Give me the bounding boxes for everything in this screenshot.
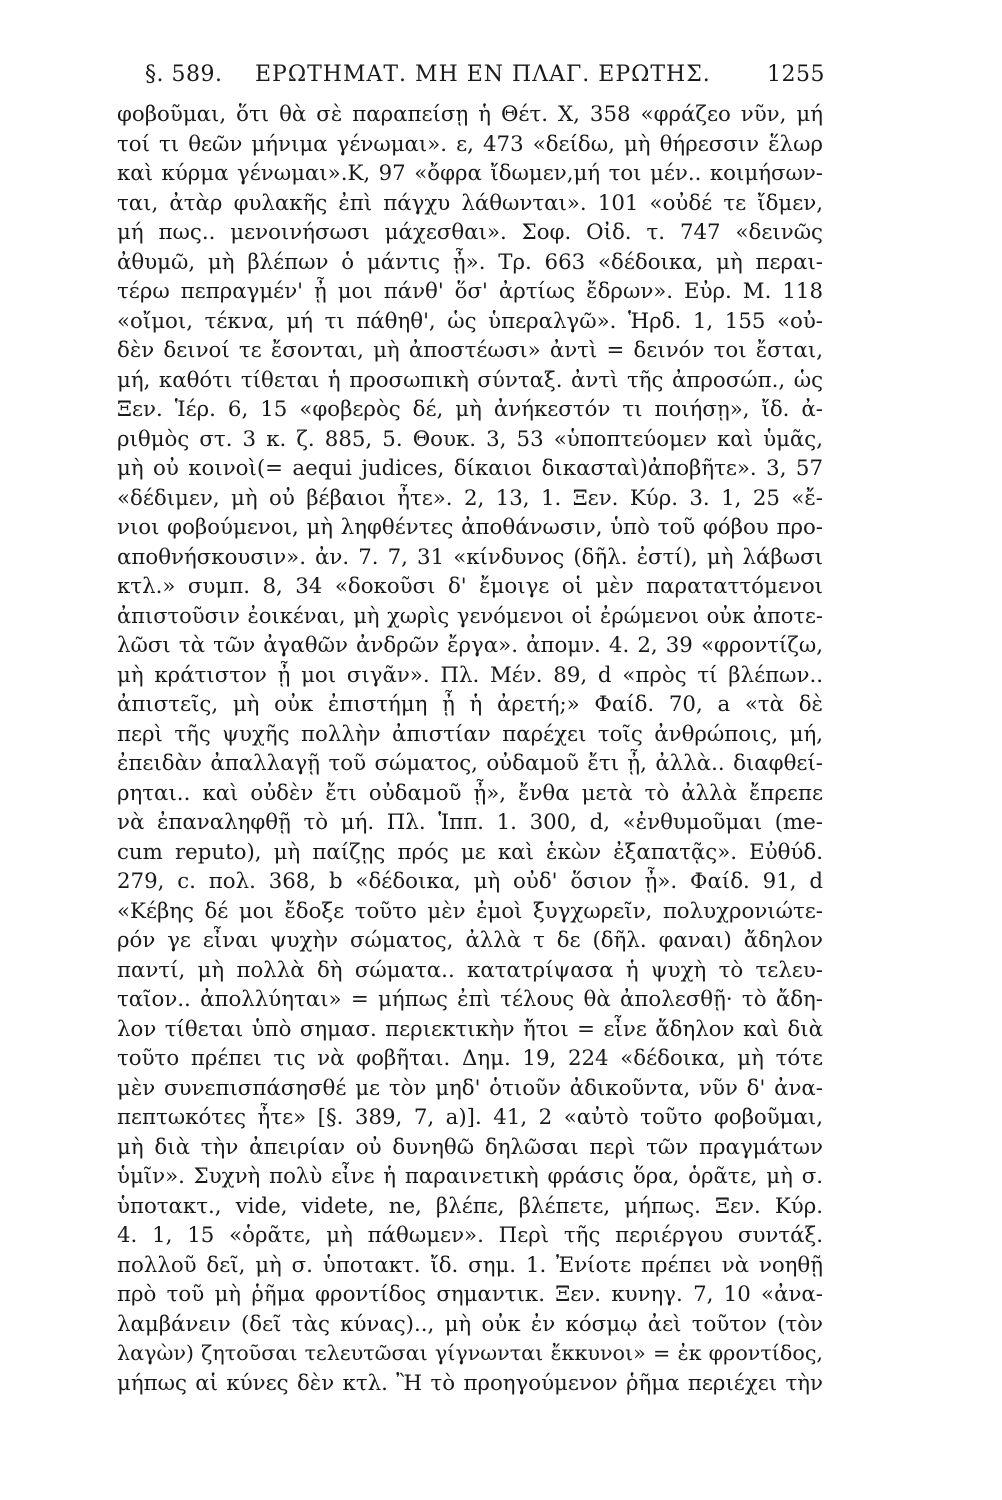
text-line: τοῦτο πρέπει τις νὰ φοβῆται. Δημ. 19, 224 «δέδοικα, μὴ τότε: [117, 1046, 823, 1071]
text-line: Ξεν. Ἱέρ. 6, 15 «φοβερὸς δέ, μὴ ἀνήκεστόν τι ποιήσῃ», ἴδ. ἀ-: [117, 397, 823, 422]
text-line: λον τίθεται ὑπὸ σημασ. περιεκτικὴν ἤτοι = εἶνε ἄδηλον καὶ διὰ: [117, 1016, 823, 1042]
text-line: ρόν γε εἶναι ψυχὴν σώματος, ἀλλὰ τ δε (δῆλ. φαναι) ἄδηλον: [117, 928, 823, 953]
text-line: αποθνήσκουσιν». ἀν. 7. 7, 31 «κίνδυνος (δῆλ. ἐστί), μὴ λάβωσι: [117, 544, 823, 570]
text-line: μὲν συνεπισπάσησθέ με τὸν μηδ' ὁτιοῦν ἀδικοῦντα, νῦν δ' ἀνα-: [117, 1075, 823, 1101]
text-line: ρηται.. καὶ οὐδὲν ἔτι οὐδαμοῦ ᾖ», ἔνθα μετὰ τὸ ἀλλὰ ἔπρεπε: [117, 780, 823, 806]
text-line: ριθμὸς στ. 3 κ. ζ. 885, 5. Θουκ. 3, 53 «ὑποπτεύομεν καὶ ὑμᾶς,: [117, 426, 823, 452]
text-line: νὰ ἐπαναληφθῇ τὸ μή. Πλ. Ἱππ. 1. 300, d, «ἐνθυμοῦμαι (me-: [117, 810, 823, 835]
text-line: τοί τι θεῶν μήνιμα γένωμαι». ε, 473 «δείδω, μὴ θήρεσσιν ἕλωρ: [117, 131, 823, 157]
text-line: «οἴμοι, τέκνα, μή τι πάθηθ', ὡς ὑπεραλγῶ». Ἡρδ. 1, 155 «οὐ-: [117, 308, 823, 334]
text-line: μήπως αἱ κύνες δὲν κτλ. Ἢ τὸ προηγούμενον ῥῆμα περιέχει τὴν: [117, 1370, 823, 1396]
text-line: φοβοῦμαι, ὅτι θὰ σὲ παραπείσῃ ἡ Θέτ. X, 358 «φράζεο νῦν, μή: [117, 102, 823, 127]
text-line: λαμβάνειν (δεῖ τὰς κύνας).., μὴ οὐκ ἐν κόσμῳ ἀεὶ τοῦτον (τὸν: [117, 1311, 823, 1337]
text-line: καὶ κύρμα γένωμαι».Κ, 97 «ὄφρα ἴδωμεν,μή τοι μέν.. κοιμήσων-: [117, 161, 823, 186]
text-line: «Κέβης δέ μοι ἔδοξε τοῦτο μὲν ἐμοὶ ξυγχωρεῖν, πολυχρονιώτε-: [117, 898, 823, 924]
text-line: μὴ διὰ τὴν ἀπειρίαν οὐ δυνηθῶ δηλῶσαι περὶ τῶν πραγμάτων: [117, 1134, 823, 1160]
running-title: ΕΡΩΤΗΜΑΤ. ΜΗ ΕΝ ΠΛΑΓ. ΕΡΩΤΗΣ.: [255, 62, 711, 87]
text-line: [117, 1398, 823, 1428]
text-line: cum reputo), μὴ παίζῃς πρός με καὶ ἑκὼν ἐξαπατᾷς». Εὐθύδ.: [117, 839, 823, 865]
text-line: μή, καθότι τίθεται ἡ προσωπικὴ σύνταξ. ἀντὶ τῆς ἀπροσώπ., ὡς: [117, 367, 823, 393]
page-number: 1255: [767, 62, 825, 87]
text-line: μὴ οὐ κοινοὶ(= aequi judices, δίκαιοι δικασταὶ)ἀποβῆτε». 3, 57: [117, 456, 823, 481]
text-line: ἀπιστοῦσιν ἐοικέναι, μὴ χωρὶς γενόμενοι οἱ ἐρώμενοι οὐκ ἀποτε-: [117, 603, 823, 628]
page-header: [145, 62, 825, 98]
text-line: νιοι φοβούμενοι, μὴ ληφθέντες ἀποθάνωσιν, ὑπὸ τοῦ φόβου προ-: [117, 515, 823, 540]
text-line: πεπτωκότες ἦτε» [§. 389, 7, a)]. 41, 2 «αὐτὸ τοῦτο φοβοῦμαι,: [117, 1105, 823, 1130]
text-line: κτλ.» συμπ. 8, 34 «δοκοῦσι δ' ἔμοιγε οἱ μὲν παραταττόμενοι: [117, 574, 823, 599]
text-line: παντί, μὴ πολλὰ δὴ σώματα.. κατατρίψασα ἡ ψυχὴ τὸ τελευ-: [117, 957, 823, 983]
text-line: λῶσι τὰ τῶν ἀγαθῶν ἀνδρῶν ἔργα». ἀπομν. 4. 2, 39 «φροντίζω,: [117, 633, 823, 658]
text-line: ἀπιστεῖς, μὴ οὐκ ἐπιστήμη ᾖ ἡ ἀρετή;» Φαίδ. 70, a «τὰ δὲ: [117, 692, 823, 717]
text-line: ὑμῖν». Συχνὴ πολὺ εἶνε ἡ παραινετικὴ φράσις ὅρα, ὁρᾶτε, μὴ σ.: [117, 1164, 823, 1189]
text-line: λαγὼν) ζητοῦσαι τελευτῶσαι γίγνωνται ἔκκυνοι» = ἐκ φροντίδος,: [117, 1341, 823, 1365]
text-line: τέρω πεπραγμέν' ᾖ μοι πάνθ' ὅσ' ἀρτίως ἔδρων». Εὐρ. Μ. 118: [117, 279, 823, 304]
text-line: ἀθυμῶ, μὴ βλέπων ὁ μάντις ᾖ». Τρ. 663 «δέδοικα, μὴ περαι-: [117, 249, 823, 275]
body-text: [117, 100, 823, 1428]
text-line: πρὸ τοῦ μὴ ῥῆμα φροντίδος σημαντικ. Ξεν. κυνηγ. 7, 10 «ἀνα-: [117, 1282, 823, 1307]
text-line: πολλοῦ δεῖ, μὴ σ. ὑποτακτ. ἴδ. σημ. 1. Ἐνίοτε πρέπει νὰ νοηθῇ: [117, 1252, 823, 1278]
text-line: «δέδιμεν, μὴ οὐ βέβαιοι ἦτε». 2, 13, 1. Ξεν. Κύρ. 3. 1, 25 «ἔ-: [117, 485, 823, 511]
text-line: μὴ κράτιστον ᾖ μοι σιγᾶν». Πλ. Μέν. 89, d «πρὸς τί βλέπων..: [117, 662, 823, 688]
text-line: 279, c. πολ. 368, b «δέδοικα, μὴ οὐδ' ὅσιον ᾖ». Φαίδ. 91, d: [117, 869, 823, 894]
text-line: ἐπειδὰν ἀπαλλαγῇ τοῦ σώματος, οὐδαμοῦ ἔτι ᾖ, ἀλλὰ.. διαφθεί-: [117, 751, 823, 776]
text-line: 4. 1, 15 «ὁρᾶτε, μὴ πάθωμεν». Περὶ τῆς περιέργου συντάξ.: [117, 1223, 823, 1248]
section-number: §. 589.: [145, 62, 223, 87]
text-line: ὑποτακτ., vide, videte, ne, βλέπε, βλέπετε, μήπως. Ξεν. Κύρ.: [117, 1193, 823, 1219]
text-line: μή πως.. μενοινήσωσι μάχεσθαι». Σοφ. Οἰδ. τ. 747 «δεινῶς: [117, 220, 823, 245]
text-line: ταῖον.. ἀπολλύηται» = μήπως ἐπὶ τέλους θὰ ἀπολεσθῇ· τὸ ἄδη-: [117, 987, 823, 1012]
text-line: ται, ἀτὰρ φυλακῆς ἐπὶ πάγχυ λάθωνται». 101 «οὐδέ τε ἴδμεν,: [117, 190, 823, 216]
text-line: δὲν δεινοί τε ἔσονται, μὴ ἀποστέωσι» ἀντὶ = δεινόν τοι ἔσται,: [117, 338, 823, 363]
text-line: περὶ τῆς ψυχῆς πολλὴν ἀπιστίαν παρέχει τοῖς ἀνθρώποις, μή,: [117, 721, 823, 747]
